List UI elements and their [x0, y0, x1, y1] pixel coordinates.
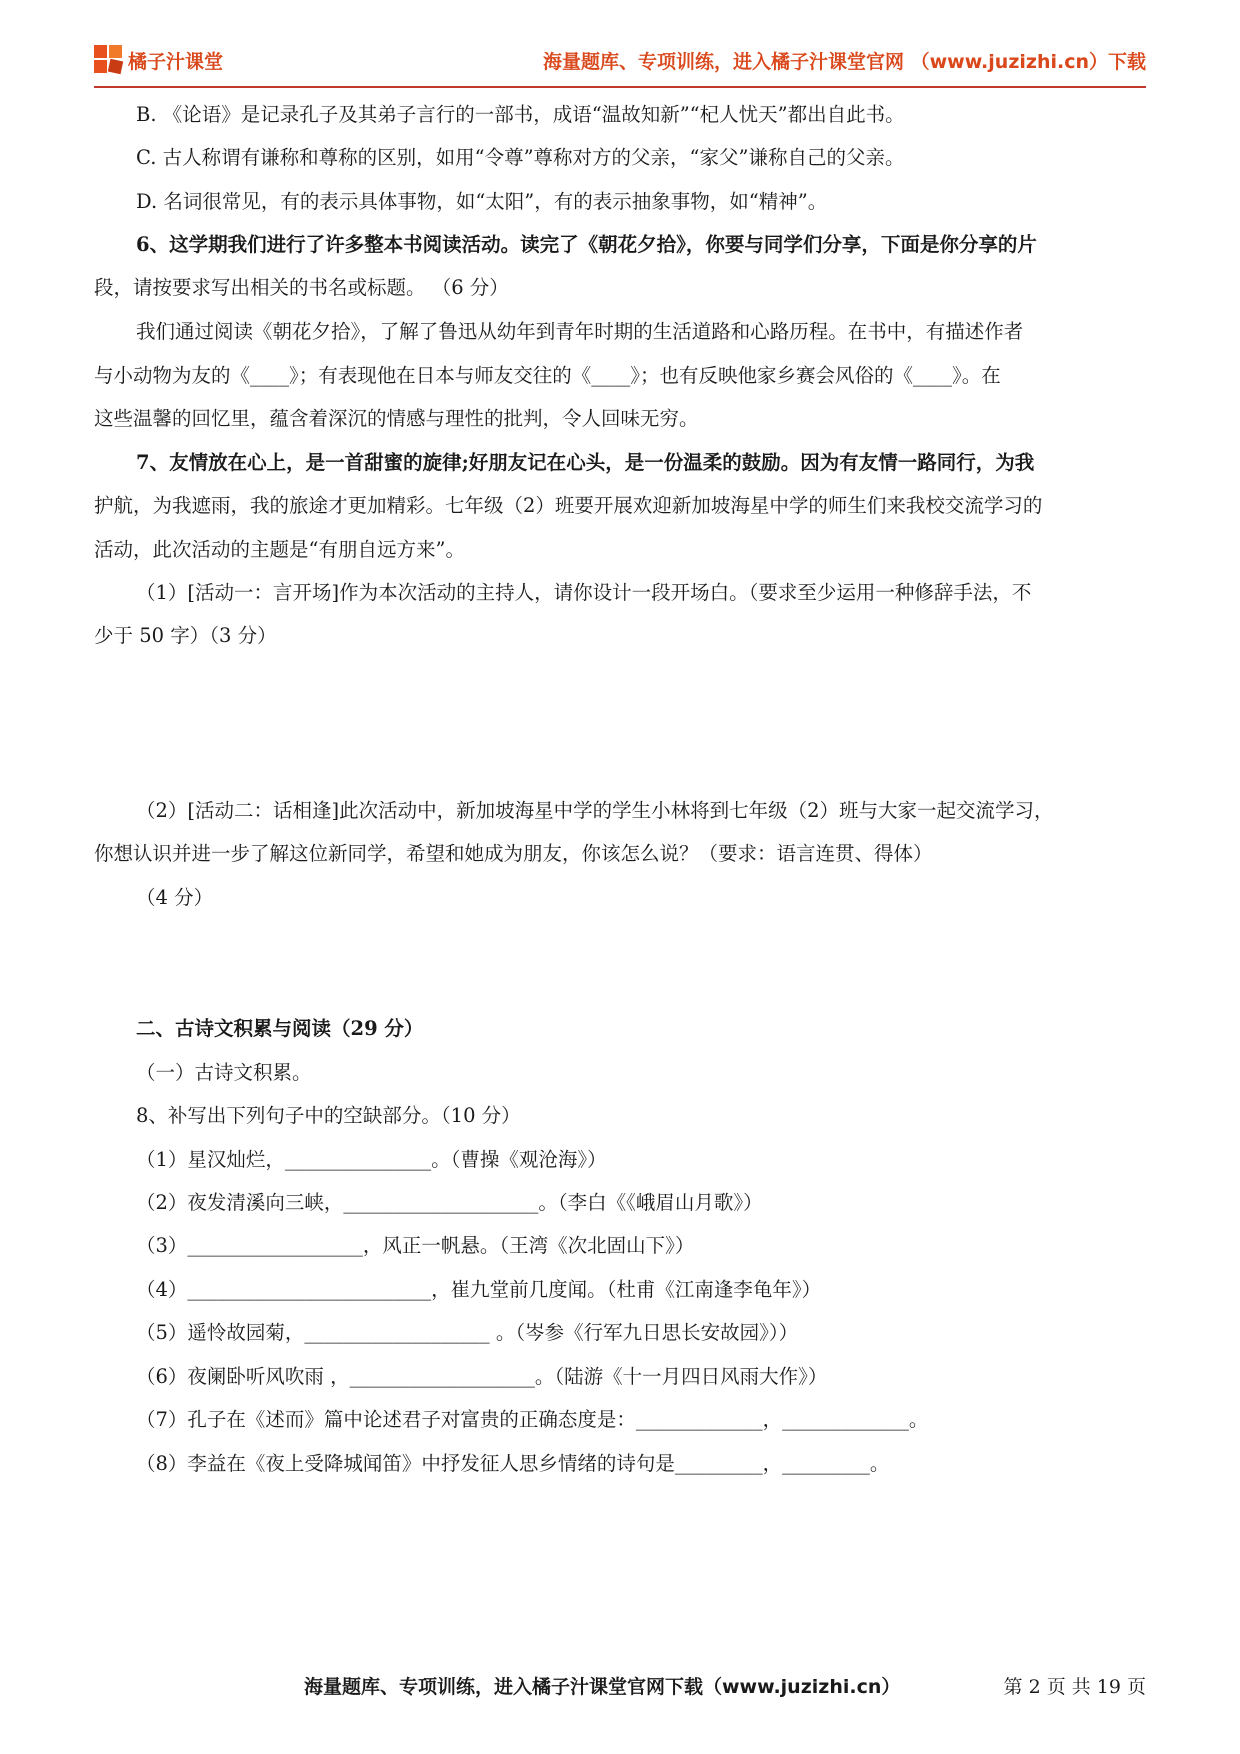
page-header — [94, 38, 1146, 88]
q8-item-4: （4）_________________________，崔九堂前几度闻。（杜甫《江南逢李龟年》） — [136, 1278, 822, 1301]
q7-activity-2-cont: 你想认识并进一步了解这位新同学，希望和她成为朋友，你该怎么说？（要求：语言连贯、得体） — [94, 842, 933, 865]
q7-activity-1-cont: 少于 50 字）（3 分） — [94, 624, 277, 647]
section-2-title: 二、古诗文积累与阅读（29 分） — [136, 1017, 424, 1040]
page-footer — [94, 1672, 1146, 1706]
q6-passage-line-3: 这些温馨的回忆里，蕴含着深沉的情感与理性的批判，令人回味无穷。 — [94, 407, 699, 430]
brand-logo[interactable] — [94, 42, 223, 78]
question-6: 6、这学期我们进行了许多整本书阅读活动。读完了《朝花夕拾》，你要与同学们分享，下面是你分享的片 — [136, 233, 1037, 256]
logo-text: 橘子汁课堂 — [128, 50, 224, 73]
subsection-1-title: （一）古诗文积累。 — [136, 1061, 312, 1084]
logo-icon — [94, 45, 124, 75]
q7-activity-1: （1）[活动一：言开场]作为本次活动的主持人，请你设计一段开场白。（要求至少运用一种修辞手法，不 — [136, 581, 1032, 604]
question-6-cont: 段，请按要求写出相关的书名或标题。 （6 分） — [94, 276, 509, 299]
q7-activity-2: （2）[活动二：话相逢]此次活动中，新加坡海星中学的学生小林将到七年级（2）班与大家一起交流学习， — [136, 799, 1054, 822]
option-d: D. 名词很常见，有的表示具体事物，如“太阳”，有的表示抽象事物，如“精神”。 — [136, 190, 828, 213]
q8-item-2: （2）夜发清溪向三峡，____________________。（李白《《峨眉山月歌》） — [136, 1191, 763, 1214]
q8-item-8: （8）李益在《夜上受降城闻笛》中抒发征人思乡情绪的诗句是_________，_________。 — [136, 1452, 890, 1475]
q8-item-7: （7）孔子在《述而》篇中论述君子对富贵的正确态度是：_____________，_____________。 — [136, 1408, 929, 1431]
question-7-cont-1: 护航，为我遮雨，我的旅途才更加精彩。七年级（2）班要开展欢迎新加坡海星中学的师生们来我校交流学习的 — [94, 494, 1043, 517]
q7-activity-2-score: （4 分） — [136, 886, 214, 909]
q8-item-6: （6）夜阑卧听风吹雨 ，___________________。（陆游《十一月四日风雨大作》） — [136, 1365, 828, 1388]
q8-item-1: （1）星汉灿烂，_______________。（曹操《观沧海》） — [136, 1148, 607, 1171]
question-7: 7、友情放在心上，是一首甜蜜的旋律;好朋友记在心头，是一份温柔的鼓励。因为有友情一路同行，为我 — [136, 451, 1035, 474]
option-c: C. 古人称谓有谦称和尊称的区别，如用“令尊”尊称对方的父亲，“家父”谦称自己的父亲。 — [136, 146, 905, 169]
page-number: 第 2 页 共 19 页 — [1003, 1676, 1146, 1698]
q8-item-3: （3）__________________，风正一帆悬。（王湾《次北固山下》） — [136, 1234, 695, 1257]
q8-item-5: （5）遥怜故园菊，___________________ 。（岑参《行军九日思长安故园》）） — [136, 1321, 799, 1344]
header-slogan: 海量题库、专项训练，进入橘子汁课堂官网 （www.juzizhi.cn）下载 — [543, 51, 1146, 73]
footer-slogan: 海量题库、专项训练，进入橘子汁课堂官网下载（www.juzizhi.cn） — [304, 1676, 901, 1698]
q6-passage-line-1: 我们通过阅读《朝花夕拾》，了解了鲁迅从幼年到青年时期的生活道路和心路历程。在书中，有描述作者 — [136, 320, 1024, 343]
question-7-cont-2: 活动，此次活动的主题是“有朋自远方来”。 — [94, 538, 465, 561]
option-b: B. 《论语》是记录孔子及其弟子言行的一部书，成语“温故知新”“杞人忧天”都出自此书。 — [136, 103, 905, 126]
question-8: 8、补写出下列句子中的空缺部分。（10 分） — [136, 1104, 521, 1127]
q6-passage-line-2: 与小动物为友的《____》；有表现他在日本与师友交往的《____》；也有反映他家乡赛会风俗的《____》。在 — [94, 364, 1001, 387]
